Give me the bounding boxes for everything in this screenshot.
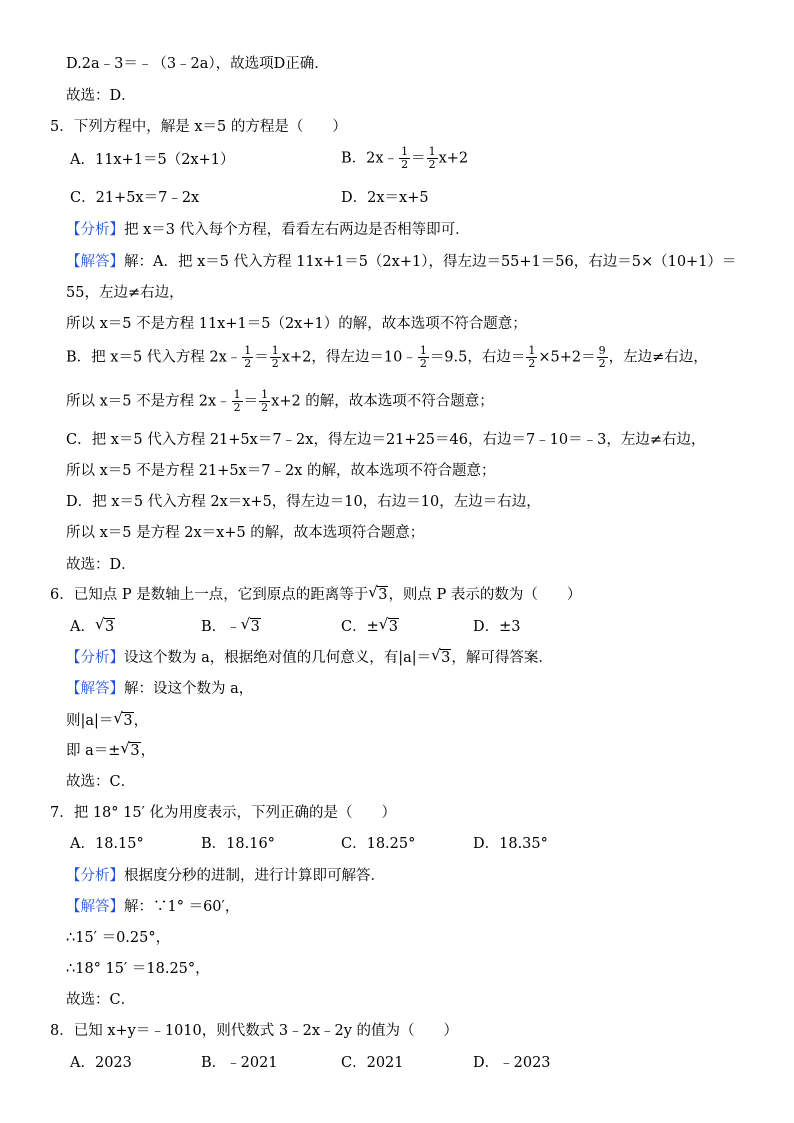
text: A．: [70, 619, 95, 635]
fraction-num: 9: [598, 344, 606, 357]
solution-tag: 【解答】: [66, 254, 124, 270]
q5-option-d: D．2x＝x+5: [341, 190, 429, 206]
q7-option-a: A．18.15°: [70, 836, 144, 852]
sqrt: [379, 617, 399, 637]
sqrt: [95, 617, 115, 637]
text: 所以 x＝5 不是方程 2x﹣: [66, 393, 231, 410]
fraction-num: 1: [271, 344, 279, 357]
q5-option-b-prefix: B．2x﹣: [341, 150, 399, 167]
fraction-den: 2: [428, 158, 436, 171]
radicand: 3: [250, 619, 260, 635]
radical-sign: √: [113, 709, 123, 727]
radicand: 3: [104, 619, 115, 635]
text: ＝9.5，右边＝: [429, 349, 526, 366]
q7-option-d: D．18.35°: [473, 836, 548, 852]
q7-solution-line3: ∴18° 15′ ＝18.25°，: [66, 961, 210, 977]
q5-solution-d2: 所以 x＝5 是方程 2x＝x+5 的解，故本选项符合题意；: [66, 525, 425, 541]
equals: ＝: [243, 393, 259, 410]
solution-text: 解：∵1° ＝60′，: [124, 899, 240, 915]
q7-answer: 故选：C．: [66, 992, 136, 1008]
sqrt: [120, 741, 140, 761]
fraction: [232, 389, 243, 414]
radicand: 3: [130, 743, 140, 759]
q6-option-d: D．±3: [473, 619, 521, 635]
fraction: [597, 345, 608, 370]
sqrt: [431, 648, 451, 668]
analysis-tag: 【分析】: [66, 868, 124, 884]
analysis-tag: 【分析】: [66, 650, 124, 666]
q8-option-c: C．2021: [341, 1055, 404, 1071]
radical-sign: √: [120, 739, 130, 757]
q6-option-c: [341, 617, 399, 637]
text: 则|a|＝: [66, 713, 114, 729]
text: ×5+2＝: [538, 349, 596, 366]
fraction-den: 2: [419, 357, 427, 370]
q5-option-a: A．11x+1＝5（2x+1）: [70, 152, 235, 168]
radicand: 3: [388, 619, 398, 635]
q4-option-d-explanation: D.2a﹣3＝﹣（3﹣2a），故选项D正确．: [66, 56, 329, 72]
q6-solution: [66, 679, 253, 699]
q5-answer: 故选：D．: [66, 557, 136, 573]
text: ，: [140, 743, 156, 759]
q6-analysis: [66, 648, 553, 668]
text: 设这个数为 a，根据绝对值的几何意义，有|a|＝: [124, 650, 432, 666]
q7-solution-line2: ∴15′ ＝0.25°，: [66, 930, 171, 946]
q5-solution-b2: [66, 389, 494, 414]
radical-sign: √: [240, 615, 251, 633]
sqrt: [368, 585, 388, 605]
radical-sign: √: [431, 646, 441, 664]
fraction: [526, 345, 537, 370]
q7-option-c: C．18.25°: [341, 836, 416, 852]
fraction-num: 1: [528, 344, 536, 357]
text: ，: [133, 713, 149, 729]
q5-option-b-suffix: x+2: [438, 150, 469, 167]
text: x+2 的解，故本选项不符合题意；: [271, 393, 494, 410]
q6-solution-line3: [66, 741, 155, 761]
radical-sign: √: [378, 615, 389, 633]
fraction: [399, 146, 410, 171]
solution-tag: 【解答】: [66, 899, 124, 915]
fraction: [418, 345, 429, 370]
analysis-text: 根据度分秒的进制，进行计算即可解答．: [124, 868, 385, 884]
fraction-den: 2: [244, 357, 252, 370]
q8-option-a: A．2023: [70, 1055, 132, 1071]
fraction: [270, 345, 281, 370]
text: ，解可得答案．: [451, 650, 553, 666]
text: C．±: [341, 619, 379, 635]
q6-answer: 故选：C．: [66, 774, 136, 790]
radical-sign: √: [94, 615, 105, 633]
sqrt: [113, 711, 133, 731]
solution-tag: 【解答】: [66, 681, 124, 697]
fraction-num: 1: [419, 344, 427, 357]
fraction-den: 2: [233, 401, 241, 414]
equals: ＝: [411, 150, 426, 167]
text: ，左边≠右边，: [608, 349, 708, 366]
solution-text: 解：A．把 x＝5 代入方程 11x+1＝5（2x+1），得左边＝55+1＝56，右边＝5×（10+1）＝: [124, 254, 737, 270]
q5-solution-c2: 所以 x＝5 不是方程 21+5x＝7﹣2x 的解，故本选项不符合题意；: [66, 463, 496, 479]
fraction-den: 2: [598, 357, 606, 370]
text: B．﹣: [201, 619, 241, 635]
q5-stem: 5．下列方程中，解是 x＝5 的方程是（ ）: [50, 119, 347, 135]
radicand: 3: [378, 587, 388, 603]
analysis-text: 把 x＝3 代入每个方程，看看左右两边是否相等即可．: [124, 222, 470, 238]
fraction: [427, 146, 438, 171]
q8-option-d: D．﹣2023: [473, 1055, 551, 1071]
fraction: [259, 389, 270, 414]
q6-option-b: [201, 617, 261, 637]
q7-option-b: B．18.16°: [201, 836, 275, 852]
radicand: 3: [441, 650, 451, 666]
sqrt: [241, 617, 261, 637]
fraction-num: 1: [244, 344, 252, 357]
q6-option-a: [70, 617, 115, 637]
fraction-den: 2: [261, 401, 269, 414]
fraction-num: 1: [261, 388, 269, 401]
q5-analysis: [66, 220, 470, 240]
q7-stem: 7．把 18° 15′ 化为用度表示，下列正确的是（ ）: [50, 805, 396, 821]
q5-solution-a3: 所以 x＝5 不是方程 11x+1＝5（2x+1）的解，故本选项不符合题意；: [66, 316, 527, 332]
text: 即 a＝±: [66, 743, 121, 759]
fraction-num: 1: [233, 388, 241, 401]
q5-option-c: C．21+5x＝7﹣2x: [70, 190, 200, 206]
equals: ＝: [254, 349, 269, 366]
text: x+2，得左边＝10﹣: [281, 349, 417, 366]
q5-solution-a1: [66, 252, 736, 272]
q5-solution-b1: [66, 345, 708, 370]
q6-solution-line2: [66, 711, 148, 731]
q8-option-b: B．﹣2021: [201, 1055, 278, 1071]
text: 6．已知点 P 是数轴上一点，它到原点的距离等于: [50, 587, 369, 603]
radicand: 3: [123, 713, 133, 729]
fraction: [242, 345, 253, 370]
solution-text: 解：设这个数为 a，: [124, 681, 254, 697]
radical-sign: √: [368, 583, 378, 601]
q5-solution-d1: D．把 x＝5 代入方程 2x＝x+5，得左边＝10，右边＝10，左边＝右边，: [66, 494, 541, 510]
q6-stem: [50, 585, 581, 605]
q5-solution-a2: 55，左边≠右边，: [66, 285, 184, 301]
q7-solution: [66, 897, 239, 917]
q8-stem: 8．已知 x+y＝﹣1010，则代数式 3﹣2x﹣2y 的值为（ ）: [50, 1023, 459, 1039]
fraction-den: 2: [401, 158, 409, 171]
fraction-den: 2: [271, 357, 279, 370]
q5-option-b: [341, 146, 468, 171]
fraction-den: 2: [528, 357, 536, 370]
q4-answer: 故选：D．: [66, 88, 136, 104]
analysis-tag: 【分析】: [66, 222, 124, 238]
text: ，则点 P 表示的数为（ ）: [388, 587, 582, 603]
q7-analysis: [66, 866, 385, 886]
fraction-num: 1: [401, 145, 409, 158]
text: B．把 x＝5 代入方程 2x﹣: [66, 349, 242, 366]
q5-solution-c1: C．把 x＝5 代入方程 21+5x＝7﹣2x，得左边＝21+25＝46，右边＝7﹣10＝﹣3，左边≠右边，: [66, 432, 706, 448]
fraction-num: 1: [428, 145, 436, 158]
